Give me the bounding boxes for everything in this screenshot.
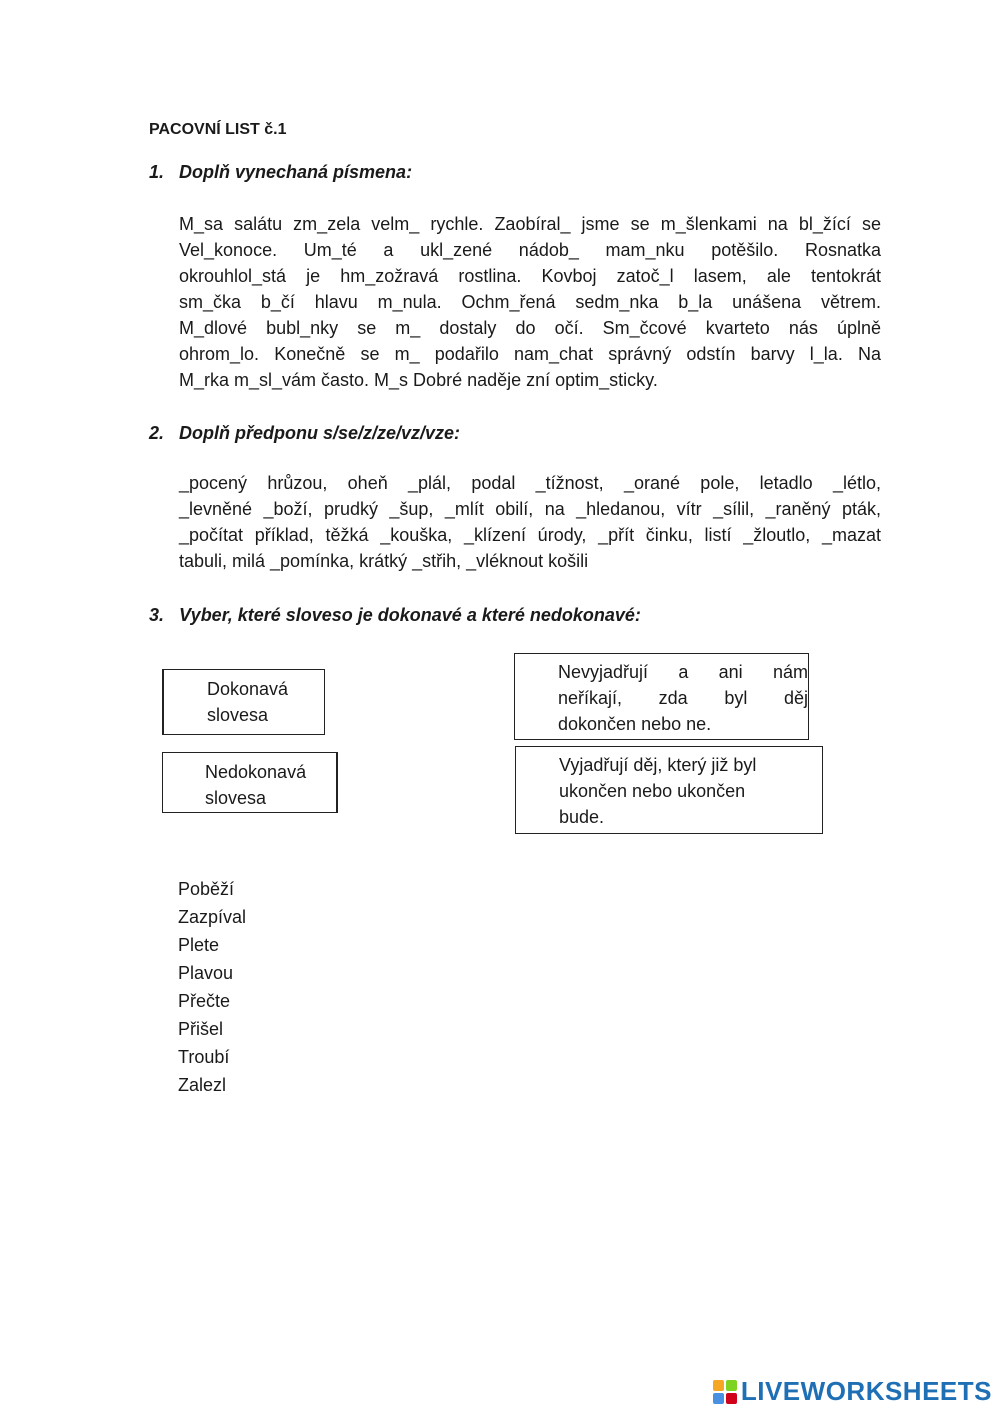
box-nedokonava-slovesa[interactable]: [162, 752, 338, 813]
liveworksheets-logo-icon: [713, 1380, 737, 1404]
logo-tile-red: [726, 1393, 737, 1404]
verb-item[interactable]: Plavou: [178, 963, 234, 983]
def-nedokonava-line: neříkají, zda byl děj: [558, 688, 808, 708]
task1-line: Vel_konoce. Um_té a ukl_zené nádob_ mam_nku potěšilo. Rosnatka: [179, 240, 881, 260]
verb-item[interactable]: Troubí: [178, 1047, 230, 1067]
box-nedokonava-label: Nedokonavá slovesa: [205, 762, 307, 808]
task1-line: M_rka m_sl_vám často. M_s Dobré naděje zní optim_sticky.: [179, 370, 658, 390]
task2-line: _pocený hrůzou, oheň _plál, podal _tížnost, _orané pole, letadlo _létlo,: [179, 473, 881, 493]
box-dokonava-label: Dokonavá slovesa: [207, 679, 289, 725]
task1-line: okrouhlol_stá je hm_zožravá rostlina. Kovboj zatoč_l lasem, ale tentokrát: [179, 266, 881, 286]
verb-item[interactable]: Přečte: [178, 991, 231, 1011]
verb-item[interactable]: Zalezl: [178, 1075, 227, 1095]
box-def-dokonava[interactable]: [515, 746, 823, 834]
logo-tile-blue: [713, 1393, 724, 1404]
task1-number: 1.: [149, 162, 165, 182]
def-dokonava-text: Vyjadřují děj, který již byl ukončen nebo ukončen bude.: [559, 755, 757, 827]
task1-line: M_dlové bubl_nky se m_ dostaly do očí. Sm_čcové kvarteto nás úplně: [179, 318, 881, 338]
task2-line: tabuli, milá _pomínka, krátký _střih, _vléknout košili: [179, 551, 589, 571]
task1-line: M_sa salátu zm_zela velm_ rychle. Zaobíral_ jsme se m_šlenkami na bl_žící se: [179, 214, 881, 234]
liveworksheets-logo: [713, 1376, 992, 1407]
task2-line: _levněné _boží, prudký _šup, _mlít obilí, na _hledanou, vítr _sílil, _raněný pták,: [179, 499, 881, 519]
task1-line: sm_čka b_čí hlavu m_nula. Ochm_řená sedm_nka b_la unášena větrem.: [179, 292, 881, 312]
task2-line: _počítat příklad, těžká _kouška, _klízení úrody, _přít činku, listí _žloutlo, _mazat: [179, 525, 881, 545]
liveworksheets-logo-text: LIVEWORKSHEETS: [740, 1376, 992, 1406]
verb-item[interactable]: Zazpíval: [178, 907, 247, 927]
task3-number: 3.: [149, 605, 165, 625]
task2-paragraph: [179, 470, 881, 574]
box-def-nedokonava[interactable]: [514, 653, 809, 740]
task2-number: 2.: [149, 423, 165, 443]
logo-tile-orange: [713, 1380, 724, 1391]
verb-item[interactable]: Přišel: [178, 1019, 224, 1039]
def-nedokonava-line: dokončen nebo ne.: [558, 714, 712, 734]
task1-paragraph: [179, 211, 881, 393]
task1-heading-text: Doplň vynechaná písmena:: [179, 162, 413, 182]
box-dokonava-slovesa[interactable]: [162, 669, 325, 735]
task1-heading: [149, 162, 412, 183]
verb-item[interactable]: Poběží: [178, 879, 235, 899]
def-nedokonava-line: Nevyjadřují a ani nám: [558, 662, 808, 682]
task3-heading: [149, 605, 641, 626]
logo-tile-green: [726, 1380, 737, 1391]
verb-list: [178, 875, 246, 1099]
task2-heading: [149, 423, 460, 444]
task3-heading-text: Vyber, které sloveso je dokonavé a které nedokonavé:: [179, 605, 641, 625]
verb-item[interactable]: Plete: [178, 935, 220, 955]
task1-line: ohrom_lo. Konečně se m_ podařilo nam_chat správný odstín barvy l_la. Na: [179, 344, 881, 364]
worksheet-title: PACOVNÍ LIST č.1: [149, 121, 287, 138]
task2-heading-text: Doplň předponu s/se/z/ze/vz/vze:: [179, 423, 461, 443]
